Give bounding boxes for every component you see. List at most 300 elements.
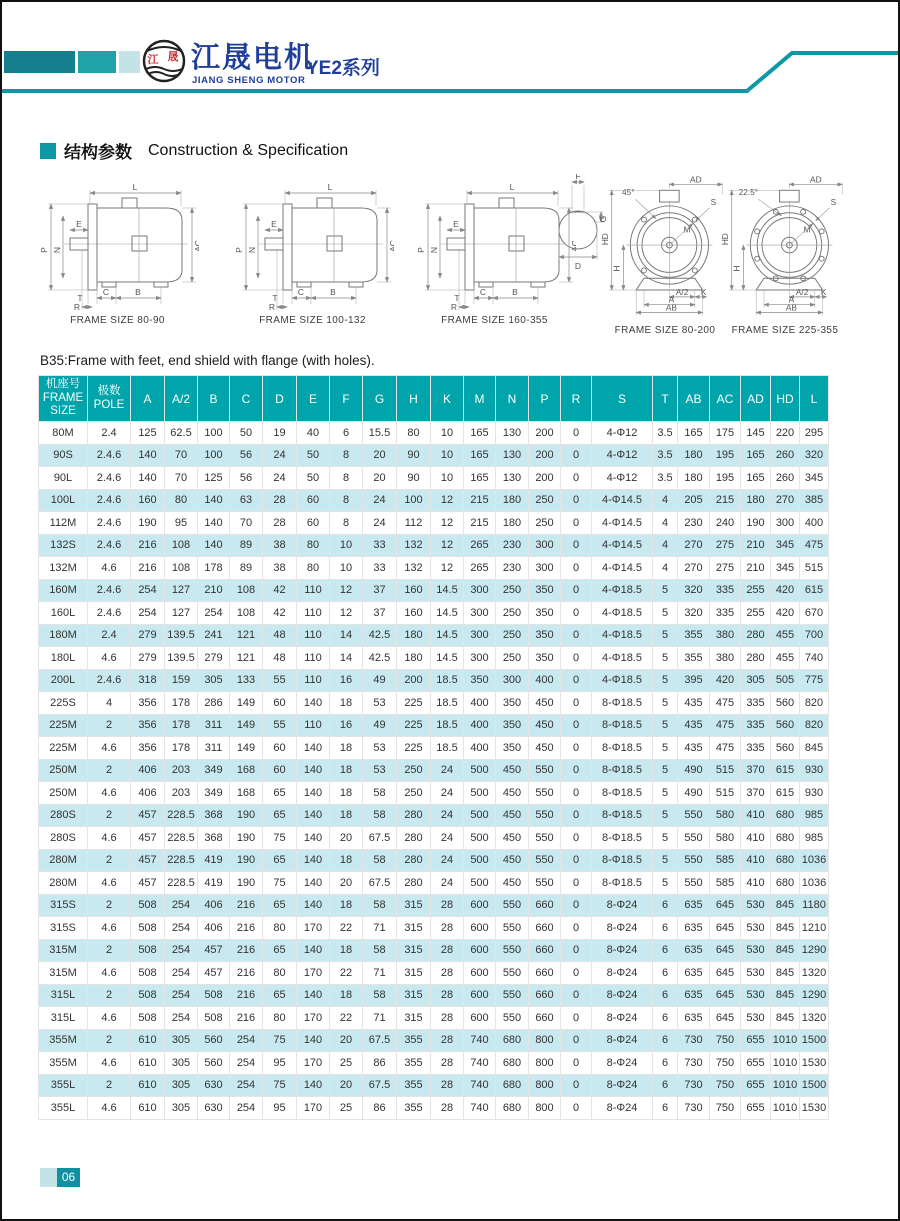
table-cell: 12 bbox=[330, 580, 362, 602]
dim-label-M: M bbox=[803, 224, 811, 235]
table-cell: 406 bbox=[131, 782, 164, 804]
table-cell: 3.5 bbox=[653, 422, 677, 444]
table-cell: 60 bbox=[297, 512, 329, 534]
table-cell: 230 bbox=[496, 535, 528, 557]
table-cell: 270 bbox=[678, 535, 709, 557]
table-cell: 420 bbox=[771, 580, 799, 602]
table-cell: 345 bbox=[800, 467, 828, 489]
table-cell: 550 bbox=[496, 917, 528, 939]
mounting-type-note: B35:Frame with feet, end shield with flange (with holes). bbox=[40, 353, 375, 368]
table-cell: 730 bbox=[678, 1030, 709, 1052]
table-cell: 370 bbox=[741, 760, 770, 782]
table-cell: 0 bbox=[561, 1052, 591, 1074]
table-cell: 90L bbox=[39, 467, 87, 489]
table-cell: 254 bbox=[230, 1052, 262, 1074]
table-cell: 305 bbox=[165, 1097, 197, 1119]
table-cell: 254 bbox=[165, 1007, 197, 1029]
table-cell: 49 bbox=[363, 670, 396, 692]
table-cell: 75 bbox=[263, 872, 296, 894]
diagram-caption: FRAME SIZE 80-90 bbox=[70, 315, 165, 326]
table-cell: 240 bbox=[710, 512, 740, 534]
table-cell: 241 bbox=[198, 625, 229, 647]
table-cell: 71 bbox=[363, 1007, 396, 1029]
table-cell: 2.4.6 bbox=[88, 490, 130, 512]
table-cell: 318 bbox=[131, 670, 164, 692]
table-cell: 610 bbox=[131, 1075, 164, 1097]
table-cell: 108 bbox=[230, 602, 262, 624]
table-cell: 305 bbox=[741, 670, 770, 692]
table-cell: 132S bbox=[39, 535, 87, 557]
table-cell: 110 bbox=[297, 670, 329, 692]
table-cell: 2.4 bbox=[88, 422, 130, 444]
table-cell: 140 bbox=[198, 490, 229, 512]
table-cell: 4-Φ14.5 bbox=[592, 490, 652, 512]
col-header-hd: HD bbox=[771, 376, 799, 421]
table-cell: 600 bbox=[464, 895, 495, 917]
table-cell: 140 bbox=[131, 467, 164, 489]
table-cell: 140 bbox=[297, 1030, 329, 1052]
table-cell: 300 bbox=[464, 580, 495, 602]
table-cell: 33 bbox=[363, 535, 396, 557]
diagram-front-view-80-200 bbox=[599, 174, 731, 336]
table-cell: 280M bbox=[39, 850, 87, 872]
table-cell: 0 bbox=[561, 557, 591, 579]
dim-label-AD: AD bbox=[810, 174, 822, 185]
table-cell: 20 bbox=[330, 1030, 362, 1052]
table-cell: 14 bbox=[330, 647, 362, 669]
table-cell: 530 bbox=[741, 1007, 770, 1029]
table-cell: 86 bbox=[363, 1097, 396, 1119]
table-cell: 600 bbox=[464, 962, 495, 984]
table-cell: 600 bbox=[464, 917, 495, 939]
col-header-h: H bbox=[397, 376, 430, 421]
table-cell: 508 bbox=[131, 940, 164, 962]
table-cell: 750 bbox=[710, 1052, 740, 1074]
table-cell: 4-Φ14.5 bbox=[592, 512, 652, 534]
table-cell: 230 bbox=[496, 557, 528, 579]
table-cell: 254 bbox=[230, 1030, 262, 1052]
table-cell: 335 bbox=[710, 580, 740, 602]
table-cell: 70 bbox=[230, 512, 262, 534]
table-cell: 75 bbox=[263, 1075, 296, 1097]
table-cell: 8-Φ24 bbox=[592, 1030, 652, 1052]
dim-label-angle: 45° bbox=[622, 187, 635, 198]
table-cell: 930 bbox=[800, 760, 828, 782]
table-cell: 110 bbox=[297, 580, 329, 602]
table-cell: 14.5 bbox=[431, 580, 463, 602]
table-cell: 0 bbox=[561, 872, 591, 894]
table-row bbox=[39, 737, 828, 759]
table-cell: 660 bbox=[529, 962, 560, 984]
table-row bbox=[39, 557, 828, 579]
table-cell: 8 bbox=[330, 490, 362, 512]
table-cell: 1010 bbox=[771, 1030, 799, 1052]
col-header-ab: AB bbox=[678, 376, 709, 421]
table-row bbox=[39, 580, 828, 602]
table-cell: 315 bbox=[397, 962, 430, 984]
table-cell: 65 bbox=[263, 850, 296, 872]
brand-emblem-logo bbox=[142, 39, 186, 83]
page-number-badge: 06 bbox=[57, 1168, 80, 1187]
table-cell: 42 bbox=[263, 580, 296, 602]
table-cell: 930 bbox=[800, 782, 828, 804]
table-cell: 610 bbox=[131, 1052, 164, 1074]
table-cell: 228.5 bbox=[165, 850, 197, 872]
table-cell: 356 bbox=[131, 715, 164, 737]
table-cell: 127 bbox=[165, 602, 197, 624]
table-cell: 18 bbox=[330, 985, 362, 1007]
table-cell: 550 bbox=[529, 805, 560, 827]
table-cell: 508 bbox=[131, 895, 164, 917]
table-cell: 740 bbox=[464, 1075, 495, 1097]
table-cell: 680 bbox=[771, 827, 799, 849]
table-cell: 660 bbox=[529, 917, 560, 939]
table-cell: 1010 bbox=[771, 1097, 799, 1119]
table-cell: 4.6 bbox=[88, 962, 130, 984]
table-cell: 335 bbox=[741, 737, 770, 759]
table-cell: 38 bbox=[263, 535, 296, 557]
table-cell: 22 bbox=[330, 917, 362, 939]
table-cell: 5 bbox=[653, 692, 677, 714]
table-cell: 71 bbox=[363, 917, 396, 939]
table-cell: 140 bbox=[297, 985, 329, 1007]
table-cell: 5 bbox=[653, 580, 677, 602]
table-cell: 435 bbox=[678, 737, 709, 759]
table-cell: 86 bbox=[363, 1052, 396, 1074]
table-cell: 110 bbox=[297, 647, 329, 669]
table-cell: 0 bbox=[561, 512, 591, 534]
table-cell: 680 bbox=[771, 805, 799, 827]
dim-label-AB: AB bbox=[785, 302, 797, 313]
table-cell: 58 bbox=[363, 940, 396, 962]
table-cell: 145 bbox=[741, 422, 770, 444]
table-cell: 355L bbox=[39, 1075, 87, 1097]
table-cell: 112M bbox=[39, 512, 87, 534]
table-cell: 165 bbox=[741, 445, 770, 467]
table-cell: 190 bbox=[230, 827, 262, 849]
table-cell: 0 bbox=[561, 850, 591, 872]
table-cell: 40 bbox=[297, 422, 329, 444]
table-cell: 550 bbox=[678, 827, 709, 849]
table-cell: 680 bbox=[496, 1030, 528, 1052]
table-cell: 89 bbox=[230, 535, 262, 557]
table-row bbox=[39, 1097, 828, 1119]
col-header-ac: AC bbox=[710, 376, 740, 421]
table-cell: 280S bbox=[39, 805, 87, 827]
table-cell: 140 bbox=[131, 445, 164, 467]
table-cell: 4-Φ18.5 bbox=[592, 580, 652, 602]
table-cell: 515 bbox=[710, 760, 740, 782]
diagram-caption: FRAME SIZE 225-355 bbox=[731, 325, 839, 336]
dim-label-A: A bbox=[668, 294, 675, 305]
footer-accent-square bbox=[40, 1168, 57, 1187]
table-cell: 24 bbox=[431, 782, 463, 804]
table-cell: 225M bbox=[39, 737, 87, 759]
section-title bbox=[40, 138, 348, 163]
table-cell: 60 bbox=[297, 490, 329, 512]
table-cell: 740 bbox=[464, 1030, 495, 1052]
table-cell: 0 bbox=[561, 962, 591, 984]
table-cell: 800 bbox=[529, 1030, 560, 1052]
table-cell: 1180 bbox=[800, 895, 828, 917]
table-cell: 50 bbox=[297, 445, 329, 467]
table-cell: 615 bbox=[800, 580, 828, 602]
table-cell: 500 bbox=[464, 872, 495, 894]
table-cell: 550 bbox=[496, 940, 528, 962]
col-header-k: K bbox=[431, 376, 463, 421]
table-cell: 450 bbox=[496, 872, 528, 894]
table-cell: 0 bbox=[561, 895, 591, 917]
table-cell: 250 bbox=[397, 760, 430, 782]
table-cell: 4-Φ18.5 bbox=[592, 647, 652, 669]
table-cell: 1010 bbox=[771, 1052, 799, 1074]
table-cell: 315 bbox=[397, 917, 430, 939]
table-cell: 8-Φ24 bbox=[592, 1075, 652, 1097]
table-cell: 560 bbox=[771, 692, 799, 714]
table-cell: 550 bbox=[496, 1007, 528, 1029]
table-cell: 435 bbox=[678, 692, 709, 714]
table-cell: 315M bbox=[39, 962, 87, 984]
col-header-e: E bbox=[297, 376, 329, 421]
dim-label-HD: HD bbox=[599, 233, 610, 246]
table-cell: 6 bbox=[330, 422, 362, 444]
table-cell: 5 bbox=[653, 805, 677, 827]
table-cell: 37 bbox=[363, 580, 396, 602]
table-cell: 95 bbox=[263, 1097, 296, 1119]
table-cell: 195 bbox=[710, 445, 740, 467]
table-cell: 4 bbox=[653, 557, 677, 579]
table-cell: 560 bbox=[771, 715, 799, 737]
table-cell: 5 bbox=[653, 715, 677, 737]
table-cell: 250 bbox=[496, 647, 528, 669]
table-cell: 4.6 bbox=[88, 1097, 130, 1119]
table-cell: 170 bbox=[297, 917, 329, 939]
table-cell: 25 bbox=[330, 1052, 362, 1074]
table-cell: 67.5 bbox=[363, 1075, 396, 1097]
col-header-d: D bbox=[263, 376, 296, 421]
table-cell: 660 bbox=[529, 985, 560, 1007]
table-cell: 530 bbox=[741, 917, 770, 939]
table-cell: 4.6 bbox=[88, 557, 130, 579]
table-cell: 580 bbox=[710, 827, 740, 849]
table-cell: 2.4.6 bbox=[88, 512, 130, 534]
table-cell: 635 bbox=[678, 985, 709, 1007]
table-cell: 508 bbox=[198, 1007, 229, 1029]
table-cell: 139.5 bbox=[165, 625, 197, 647]
table-cell: 28 bbox=[431, 917, 463, 939]
table-cell: 600 bbox=[464, 940, 495, 962]
table-cell: 435 bbox=[678, 715, 709, 737]
table-cell: 60 bbox=[263, 692, 296, 714]
table-cell: 55 bbox=[263, 670, 296, 692]
table-cell: 190 bbox=[230, 872, 262, 894]
table-cell: 160 bbox=[397, 602, 430, 624]
table-cell: 28 bbox=[431, 985, 463, 1007]
table-cell: 170 bbox=[297, 1097, 329, 1119]
table-cell: 450 bbox=[529, 715, 560, 737]
table-cell: 508 bbox=[131, 917, 164, 939]
table-cell: 16 bbox=[330, 670, 362, 692]
table-cell: 0 bbox=[561, 715, 591, 737]
table-cell: 42.5 bbox=[363, 625, 396, 647]
table-cell: 25 bbox=[330, 1097, 362, 1119]
table-cell: 400 bbox=[800, 512, 828, 534]
table-cell: 6 bbox=[653, 940, 677, 962]
table-cell: 355M bbox=[39, 1052, 87, 1074]
table-cell: 600 bbox=[464, 985, 495, 1007]
table-cell: 250 bbox=[496, 580, 528, 602]
table-cell: 6 bbox=[653, 1007, 677, 1029]
table-cell: 419 bbox=[198, 850, 229, 872]
table-row bbox=[39, 962, 828, 984]
table-cell: 168 bbox=[230, 782, 262, 804]
table-cell: 4 bbox=[653, 535, 677, 557]
table-cell: 132 bbox=[397, 535, 430, 557]
table-cell: 350 bbox=[496, 715, 528, 737]
col-header-b: B bbox=[198, 376, 229, 421]
table-cell: 4-Φ18.5 bbox=[592, 625, 652, 647]
table-cell: 225 bbox=[397, 715, 430, 737]
table-cell: 24 bbox=[431, 760, 463, 782]
table-cell: 18 bbox=[330, 760, 362, 782]
table-cell: 349 bbox=[198, 760, 229, 782]
col-header-g: G bbox=[363, 376, 396, 421]
table-cell: 8 bbox=[330, 512, 362, 534]
table-cell: 508 bbox=[131, 1007, 164, 1029]
table-cell: 820 bbox=[800, 692, 828, 714]
table-cell: 190 bbox=[230, 850, 262, 872]
table-cell: 18 bbox=[330, 805, 362, 827]
table-cell: 90S bbox=[39, 445, 87, 467]
table-cell: 70 bbox=[165, 467, 197, 489]
table-cell: 265 bbox=[464, 535, 495, 557]
table-cell: 2.4 bbox=[88, 625, 130, 647]
table-cell: 65 bbox=[263, 985, 296, 1007]
table-cell: 550 bbox=[496, 962, 528, 984]
table-cell: 200 bbox=[529, 422, 560, 444]
dim-label-AD: AD bbox=[690, 174, 702, 185]
table-cell: 300 bbox=[464, 647, 495, 669]
table-cell: 180 bbox=[397, 647, 430, 669]
table-cell: 2.4.6 bbox=[88, 602, 130, 624]
table-cell: 560 bbox=[198, 1052, 229, 1074]
dim-label-H: H bbox=[611, 265, 622, 272]
table-cell: 140 bbox=[198, 535, 229, 557]
table-cell: 280 bbox=[741, 625, 770, 647]
table-cell: 254 bbox=[165, 940, 197, 962]
diagram-caption: FRAME SIZE 80-200 bbox=[614, 325, 716, 336]
table-cell: 4.6 bbox=[88, 782, 130, 804]
table-cell: 500 bbox=[464, 782, 495, 804]
table-cell: 70 bbox=[165, 445, 197, 467]
table-cell: 1530 bbox=[800, 1052, 828, 1074]
table-cell: 500 bbox=[464, 827, 495, 849]
table-cell: 100 bbox=[198, 445, 229, 467]
col-header-ad: AD bbox=[741, 376, 770, 421]
table-cell: 160M bbox=[39, 580, 87, 602]
table-cell: 295 bbox=[800, 422, 828, 444]
table-cell: 216 bbox=[131, 535, 164, 557]
table-cell: 6 bbox=[653, 1075, 677, 1097]
table-cell: 550 bbox=[678, 872, 709, 894]
table-cell: 50 bbox=[230, 422, 262, 444]
table-cell: 368 bbox=[198, 805, 229, 827]
col-header-s: S bbox=[592, 376, 652, 421]
table-cell: 680 bbox=[771, 850, 799, 872]
table-cell: 1010 bbox=[771, 1075, 799, 1097]
table-cell: 560 bbox=[771, 737, 799, 759]
table-cell: 65 bbox=[263, 782, 296, 804]
table-cell: 0 bbox=[561, 467, 591, 489]
table-cell: 67.5 bbox=[363, 1030, 396, 1052]
table-cell: 0 bbox=[561, 917, 591, 939]
table-cell: 28 bbox=[263, 490, 296, 512]
table-cell: 210 bbox=[741, 535, 770, 557]
table-cell: 0 bbox=[561, 940, 591, 962]
table-cell: 255 bbox=[741, 580, 770, 602]
table-cell: 14 bbox=[330, 625, 362, 647]
table-cell: 121 bbox=[230, 625, 262, 647]
table-cell: 530 bbox=[741, 985, 770, 1007]
table-cell: 2 bbox=[88, 1030, 130, 1052]
dim-label-K: K bbox=[700, 286, 707, 297]
table-cell: 300 bbox=[464, 625, 495, 647]
table-cell: 280M bbox=[39, 872, 87, 894]
table-cell: 400 bbox=[464, 737, 495, 759]
table-cell: 349 bbox=[198, 782, 229, 804]
table-cell: 0 bbox=[561, 760, 591, 782]
table-row bbox=[39, 647, 828, 669]
table-cell: 4 bbox=[653, 512, 677, 534]
table-cell: 530 bbox=[741, 895, 770, 917]
dim-label-H: H bbox=[731, 265, 742, 272]
table-cell: 215 bbox=[710, 490, 740, 512]
table-cell: 58 bbox=[363, 782, 396, 804]
dim-label-AB: AB bbox=[665, 302, 677, 313]
table-cell: 300 bbox=[464, 602, 495, 624]
table-cell: 220 bbox=[771, 422, 799, 444]
table-cell: 10 bbox=[330, 535, 362, 557]
diagram-caption: FRAME SIZE 160-355 bbox=[441, 315, 548, 326]
table-row bbox=[39, 1052, 828, 1074]
table-cell: 65 bbox=[263, 895, 296, 917]
series-title: YE2系列 bbox=[306, 58, 380, 79]
table-cell: 203 bbox=[165, 760, 197, 782]
table-cell: 500 bbox=[464, 850, 495, 872]
table-cell: 300 bbox=[529, 535, 560, 557]
table-cell: 550 bbox=[529, 760, 560, 782]
table-cell: 410 bbox=[741, 827, 770, 849]
table-cell: 49 bbox=[363, 715, 396, 737]
table-cell: 356 bbox=[131, 737, 164, 759]
table-cell: 4.6 bbox=[88, 737, 130, 759]
emblem-char-2: 晟 bbox=[167, 51, 179, 63]
table-cell: 775 bbox=[800, 670, 828, 692]
table-cell: 178 bbox=[198, 557, 229, 579]
table-cell: 8-Φ24 bbox=[592, 1007, 652, 1029]
brand-name-chinese: 江晟电机 bbox=[191, 42, 316, 74]
table-cell: 178 bbox=[165, 692, 197, 714]
dim-label-K: K bbox=[820, 286, 827, 297]
table-cell: 1290 bbox=[800, 940, 828, 962]
table-cell: 4.6 bbox=[88, 872, 130, 894]
table-cell: 4-Φ12 bbox=[592, 445, 652, 467]
table-cell: 190 bbox=[230, 805, 262, 827]
table-cell: 250 bbox=[496, 602, 528, 624]
table-cell: 37 bbox=[363, 602, 396, 624]
table-cell: 315S bbox=[39, 895, 87, 917]
table-row bbox=[39, 445, 828, 467]
